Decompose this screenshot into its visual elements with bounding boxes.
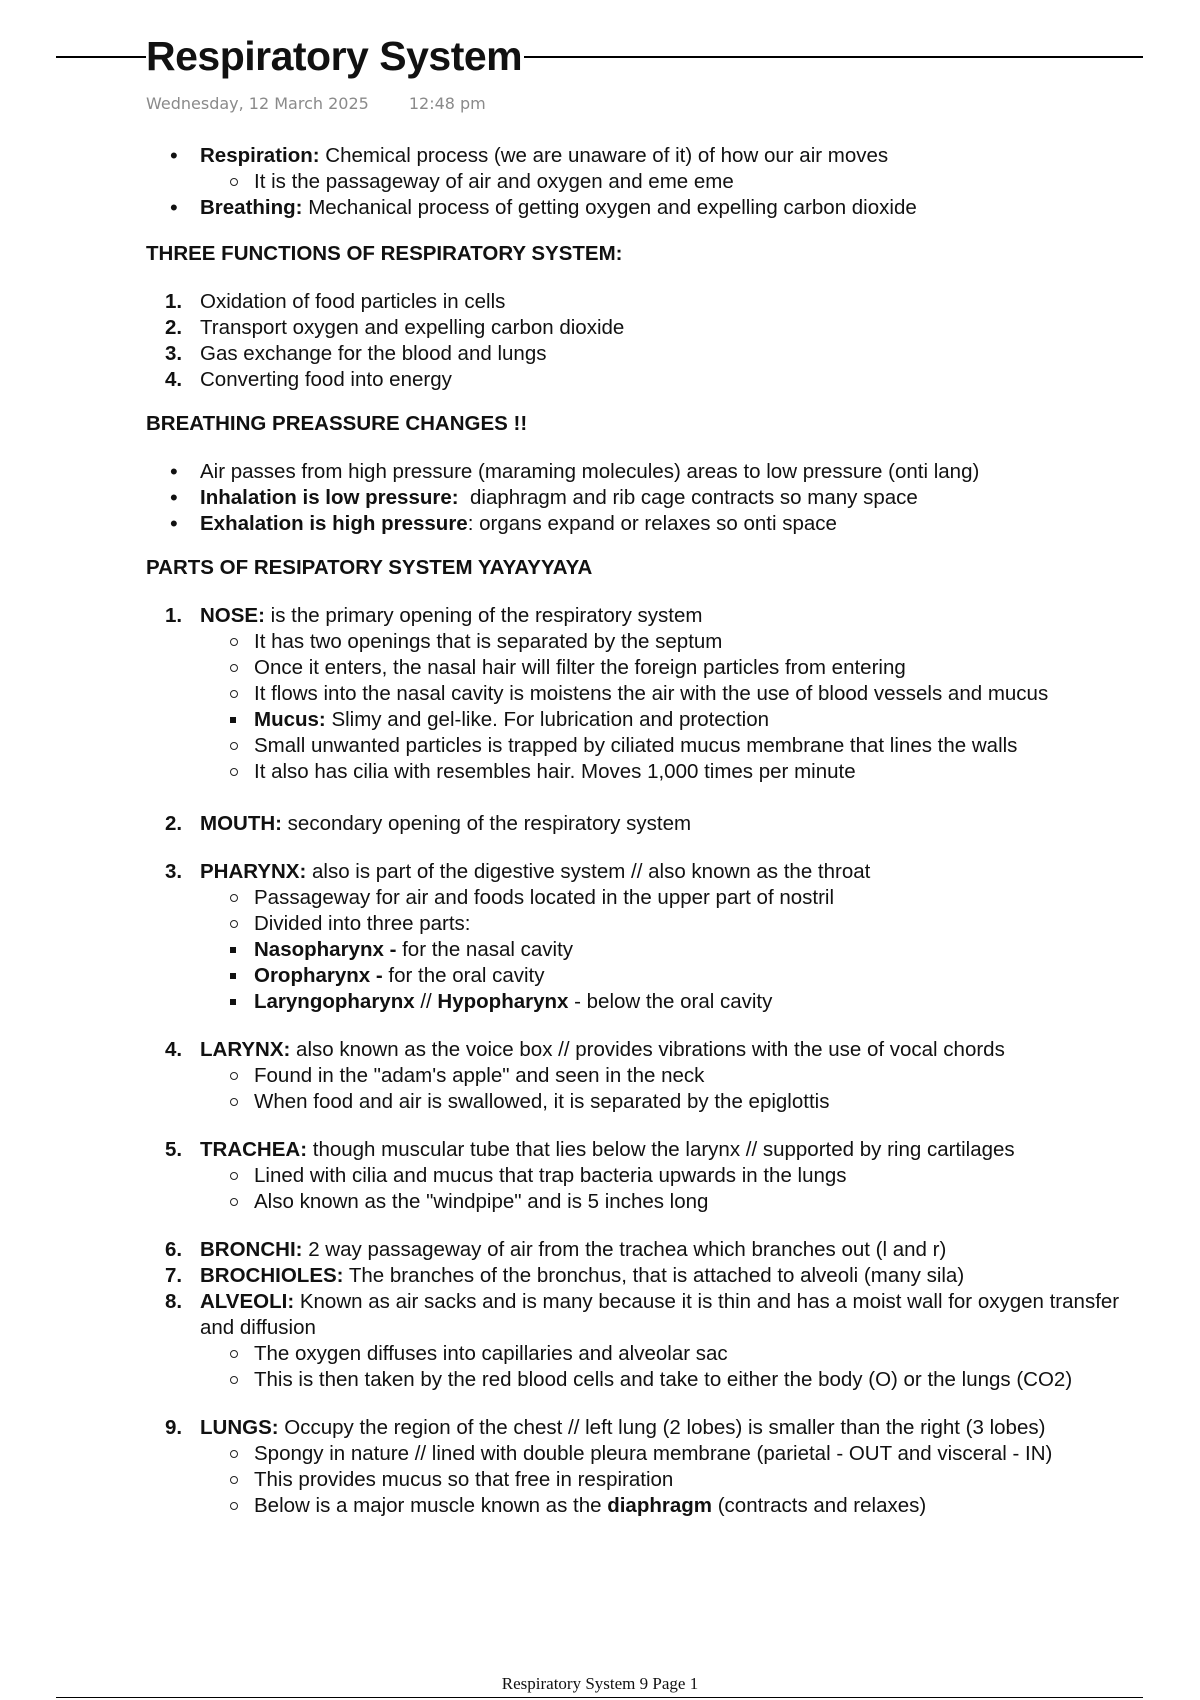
list-item-brochioles [146, 1263, 1146, 1289]
term: MOUTH: [200, 812, 282, 835]
definition: for the oral cavity [382, 964, 545, 987]
definition: Slimy and gel-like. For lubrication and protection [325, 708, 769, 731]
sub-item: This provides mucus so that free in respiration [200, 1467, 1146, 1493]
definition: also known as the voice box // provides vibrations with the use of vocal chords [290, 1038, 1005, 1061]
definition: Mechanical process of getting oxygen and expelling carbon dioxide [302, 196, 917, 219]
definition: though muscular tube that lies below the larynx // supported by ring cartilages [307, 1138, 1015, 1161]
item-text: Converting food into energy [200, 368, 452, 391]
item-number: 9. [165, 1416, 183, 1439]
sub-item: Passageway for air and foods located in the upper part of nostril [200, 885, 1146, 911]
pressure-list [146, 459, 1146, 537]
list-item [146, 315, 1146, 341]
sub-list [200, 1341, 1146, 1393]
definition: diaphragm and rib cage contracts so many space [458, 486, 918, 509]
sub-sub-item [146, 707, 1146, 733]
sub-item: Spongy in nature // lined with double pleura membrane (parietal - OUT and visceral - IN) [200, 1441, 1146, 1467]
item-number: 1. [165, 290, 183, 313]
item-number: 6. [165, 1238, 183, 1261]
term: diaphragm [607, 1494, 713, 1517]
definition: is the primary opening of the respiratory system [264, 604, 703, 627]
definition: also is part of the digestive system // also known as the throat [306, 860, 871, 883]
intro-list [146, 143, 1146, 221]
page-meta [146, 94, 486, 113]
functions-list [146, 289, 1146, 393]
term: Oropharynx - [254, 964, 383, 987]
item-number: 1. [165, 604, 183, 627]
item-text: Transport oxygen and expelling carbon dioxide [200, 316, 625, 339]
separator: // [414, 990, 438, 1013]
sub-sub-wrapper [200, 707, 1146, 733]
term: Respiration: [200, 144, 320, 167]
footer-rule [56, 1697, 1143, 1698]
list-item-mouth [146, 811, 1146, 859]
sub-item: Lined with cilia and mucus that trap bacteria upwards in the lungs [200, 1163, 1146, 1189]
sub-item: It has two openings that is separated by the septum [200, 629, 1146, 655]
list-item [146, 367, 1146, 393]
list-item-alveoli [146, 1289, 1146, 1415]
item-number: 4. [165, 368, 183, 391]
sub-item: It flows into the nasal cavity is moistens the air with the use of blood vessels and mucus [200, 681, 1146, 707]
list-item: • Air passes from high pressure (maraming molecules) areas to low pressure (onti lang) [146, 459, 1146, 485]
term: BRONCHI: [200, 1238, 303, 1261]
page-time: 12:48 pm [408, 94, 486, 113]
term: Hypopharynx [437, 990, 569, 1013]
definition: Known as air sacks and is many because it is thin and has a moist wall for oxygen transfer and diffusion [200, 1290, 1120, 1339]
definition: 2 way passageway of air from the trachea which branches out (l and r) [302, 1238, 947, 1261]
list-item-lungs [146, 1415, 1146, 1519]
term: NOSE: [200, 604, 265, 627]
item-number: 4. [165, 1038, 183, 1061]
item-number: 3. [165, 860, 183, 883]
item-number: 2. [165, 316, 183, 339]
item-number: 8. [165, 1290, 183, 1313]
list-item [146, 485, 1146, 511]
list-item-trachea [146, 1137, 1146, 1237]
list-item-larynx [146, 1037, 1146, 1137]
sub-sub-item [146, 963, 1146, 989]
sub-item: When food and air is swallowed, it is separated by the epiglottis [200, 1089, 1146, 1115]
term: Inhalation is low pressure: [200, 486, 459, 509]
term: ALVEOLI: [200, 1290, 295, 1313]
definition: - below the oral cavity [568, 990, 773, 1013]
sub-sub-item [146, 937, 1146, 963]
sub-item: Divided into three parts: [200, 911, 1146, 937]
sub-sub-wrapper [200, 937, 1146, 1015]
section-heading: BREATHING PREASSURE CHANGES !! [146, 412, 528, 435]
term: LUNGS: [200, 1416, 279, 1439]
sub-sub-item [146, 989, 1146, 1015]
section-heading: PARTS OF RESIPATORY SYSTEM YAYAYYAYA [146, 556, 593, 579]
sub-item: It is the passageway of air and oxygen and eme eme [200, 169, 1146, 195]
page-title: Respiratory System [146, 33, 523, 79]
term: Laryngopharynx [254, 990, 415, 1013]
sub-list [200, 1063, 1146, 1115]
list-item-nose [146, 603, 1146, 811]
sub-sub-list [200, 937, 1146, 1015]
sub-list [200, 1163, 1146, 1215]
sub-item: This is then taken by the red blood cells and take to either the body (O) or the lungs (CO2) [200, 1367, 1146, 1393]
item-number: 5. [165, 1138, 183, 1161]
list-item-bronchi [146, 1237, 1146, 1263]
definition: for the nasal cavity [396, 938, 574, 961]
sub-item: Found in the "adam's apple" and seen in the neck [200, 1063, 1146, 1089]
term: Exhalation is high pressure [200, 512, 468, 535]
item-number: 3. [165, 342, 183, 365]
sub-sub-list [200, 707, 1146, 733]
sub-item: The oxygen diffuses into capillaries and alveolar sac [200, 1341, 1146, 1367]
term: LARYNX: [200, 1038, 291, 1061]
sub-item: It also has cilia with resembles hair. Moves 1,000 times per minute [200, 759, 1146, 785]
section-heading: THREE FUNCTIONS OF RESPIRATORY SYSTEM: [146, 242, 623, 265]
sub-item-text: (contracts and relaxes) [712, 1494, 927, 1517]
page-footer: Respiratory System 9 Page 1 [501, 1674, 699, 1693]
term: TRACHEA: [200, 1138, 308, 1161]
definition: Occupy the region of the chest // left lung (2 lobes) is smaller than the right (3 lobes) [278, 1416, 1046, 1439]
note-content [146, 143, 1146, 1519]
list-item [146, 511, 1146, 537]
term: Nasopharynx - [254, 938, 397, 961]
list-item [146, 341, 1146, 367]
list-item-pharynx [146, 859, 1146, 1037]
sub-item: Also known as the "windpipe" and is 5 inches long [200, 1189, 1146, 1215]
sub-item: Once it enters, the nasal hair will filter the foreign particles from entering [200, 655, 1146, 681]
item-text: Gas exchange for the blood and lungs [200, 342, 547, 365]
definition: secondary opening of the respiratory system [281, 812, 692, 835]
sub-list [200, 1441, 1146, 1519]
sub-item: Small unwanted particles is trapped by ciliated mucus membrane that lines the walls [200, 733, 1146, 759]
term: BROCHIOLES: [200, 1264, 344, 1287]
sub-list [200, 169, 1146, 195]
definition: Chemical process (we are unaware of it) of how our air moves [319, 144, 889, 167]
sub-list [200, 885, 1146, 1015]
list-item [146, 195, 1146, 221]
definition: The branches of the bronchus, that is attached to alveoli (many sila) [343, 1264, 965, 1287]
list-item [146, 289, 1146, 315]
list-item [146, 143, 1146, 195]
term: Breathing: [200, 196, 303, 219]
item-number: 7. [165, 1264, 183, 1287]
page-date: Wednesday, 12 March 2025 [146, 94, 369, 113]
definition: : organs expand or relaxes so onti space [467, 512, 837, 535]
sub-list [200, 629, 1146, 785]
term: Mucus: [254, 708, 326, 731]
term: PHARYNX: [200, 860, 307, 883]
parts-list [146, 603, 1146, 1519]
sub-item [200, 1493, 1146, 1519]
item-text: Oxidation of food particles in cells [200, 290, 506, 313]
sub-item-text: Below is a major muscle known as the [254, 1494, 608, 1517]
item-number: 2. [165, 812, 183, 835]
